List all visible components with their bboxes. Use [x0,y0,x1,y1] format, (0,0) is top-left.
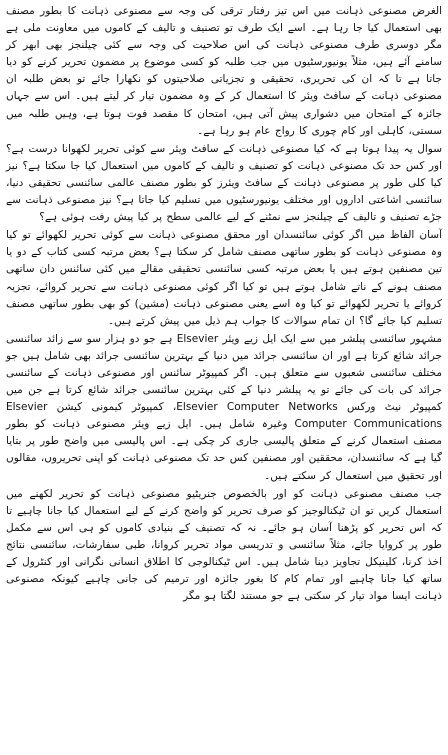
article-paragraph-3: آسان الفاظ میں اگر کوئی سائنسدان اور محقق مصنوعی ذہانت سے کوئی تحریر لکھوائے تو کیا وہ مصنوعی ذہانت کو بطور ساتھی مصنف شامل کر سکتا ہے؟ بعض مرتبہ کسی کتاب کے دو یا تین مصنفین ہوتے ہیں یا بعض مرتبہ کسی سائنسی تحقیقی مقالے میں کئی سائنس دان ساتھی مصنف ہونے کے ناتے شامل ہوتے ہیں تو کیا اگر کوئی مصنوعی ذہانت سے تحریر کروائے، تجزیہ کروائے یا تحریر لکھوائے تو کیا وہ اسے یعنی مصنوعی ذہانت (مشین) کو بھی بطور ساتھی مصنف تسلیم کیا جائے گا؟ ان تمام سوالات کا جواب ہم ذیل میں پیش کرتے ہیں۔ [6,229,442,327]
article-paragraph-1: الغرض مصنوعی ذہانت میں اس تیز رفتار ترقی کی وجہ سے مصنوعی ذہانت کا بطور مصنف بھی استعمال کیا جا رہا ہے۔ اسے ایک طرف تو تصنیف و تالیف کے کاموں میں معاونت ملی ہے مگر دوسری طرف مصنوعی ذہانت کی اس صلاحیت کی وجہ سے کئی چیلنجز بھی ابھر کر سامنے آئے ہیں، مثلاً یونیورسٹیوں میں جب طلبہ کو کسی موضوع پر مضمون تحریر کرنے کو دیا جاتا ہے تا کہ ان کی تحریری، تحقیقی و تجزیاتی صلاحیتوں کو نکھارا جائے تو بعض طلبہ ان مصنوعی ذہانت کے سافٹ ویئر کا استعمال کر کے وہ مضمون تیار کر لیتے ہیں۔ اس سے جہاں جائزہ کے امتحان میں دشواری پیش آتی ہیں، امتحان کا مقصد فوت ہوتا ہے، وہیں طلبہ میں سستی، کاہلی اور کام چوری کا رواج عام ہو رہا ہے۔ [6,5,442,137]
article-paragraph-5: جب مصنف مصنوعی ذہانت کو اور بالخصوص جنریٹیو مصنوعی ذہانت کو تحریر لکھنے میں استعمال کریں تو ان ٹیکنالوجیز کو صرف تحریر کو واضح کرنے کے لیے استعمال کیا جانا چاہیے تا کہ اس تحریر کو پڑھنا آسان ہو جائے۔ نہ کہ تصنیف کے بنیادی کاموں کو ہی اس سے مکمل طور پر کروایا جائے، مثلاً سائنسی و تدریسی مواد تحریر کروانا، طبی سفارشات، سائنسی نتائج اخذ کرنا، کلینیکل تجاویز دینا شامل ہیں۔ اس ٹیکنالوجی کا اطلاق انسانی نگرانی اور کنٹرول کے ساتھ کیا جانا چاہیے اور تمام کام کا بغور جائزہ اور ترمیم کی جانی چاہیے کیونکہ مصنوعی ذہانت ایسا مواد تیار کر سکتی ہے جو مستند لگتا ہو مگر [6,487,442,603]
article-paragraph-4: مشہور سائنسی پبلشر میں سے ایک ایل زیے ویئر Elsevier ہے جو دو ہزار سو سے زائد سائنسی جرائد شائع کرتا ہے اور ان سائنسی جرائد میں دنیا کے بہترین سائنسی جرائد بھی شامل ہیں جو مختلف سائنسی شعبوں سے متعلق ہیں۔ اگر کمپیوٹر سائنس اور مصنوعی ذہانت کے سائنسی جرائد کی بات کی جائے تو یہ پبلشر دنیا کے کئی بہترین سائنسی جرائد شائع کرتا ہے جن میں کمپیوٹر نیٹ ورکس Elsevier Computer Networks، کمپیوٹر کیمونی کیشن Elsevier Computer Communications وغیرہ شامل ہیں۔ ایل زیے ویئر مصنوعی ذہانت کو بطور مصنف استعمال کرنے کے متعلق پالیسی جاری کر چکی ہے۔ اس پالیسی میں واضح طور پر بتایا گیا ہے کہ سائنسدان، محققین اور مصنفین کس حد تک مصنوعی ذہانت کو اپنی تحریروں، مقالوں اور تحقیق میں استعمال کر سکتے ہیں۔ [6,332,442,482]
article-paragraph-2: سوال یہ پیدا ہوتا ہے کہ کیا مصنوعی ذہانت کے سافٹ ویئر سے کوئی تحریر لکھوانا درست ہے؟ اور کس حد تک مصنوعی ذہانت کو تصنیف و تالیف کے کاموں میں استعمال کیا جا سکتا ہے؟ نیز کیا کلی طور پر مصنوعی ذہانت کے سافٹ ویئرز کو بطور مصنف عالمی سائنسی تحقیقی دنیا، سائنسی اشاعتی اداروں اور مختلف یونیورسٹیوں میں تسلیم کیا جاتا ہے؟ نیز مصنوعی ذہانت سے جڑے تصنیف و تالیف کے چیلنجز سے نمٹنے کے لیے عالمی سطح پر کیا پیش رفت ہوئی ہے؟ [6,142,442,224]
